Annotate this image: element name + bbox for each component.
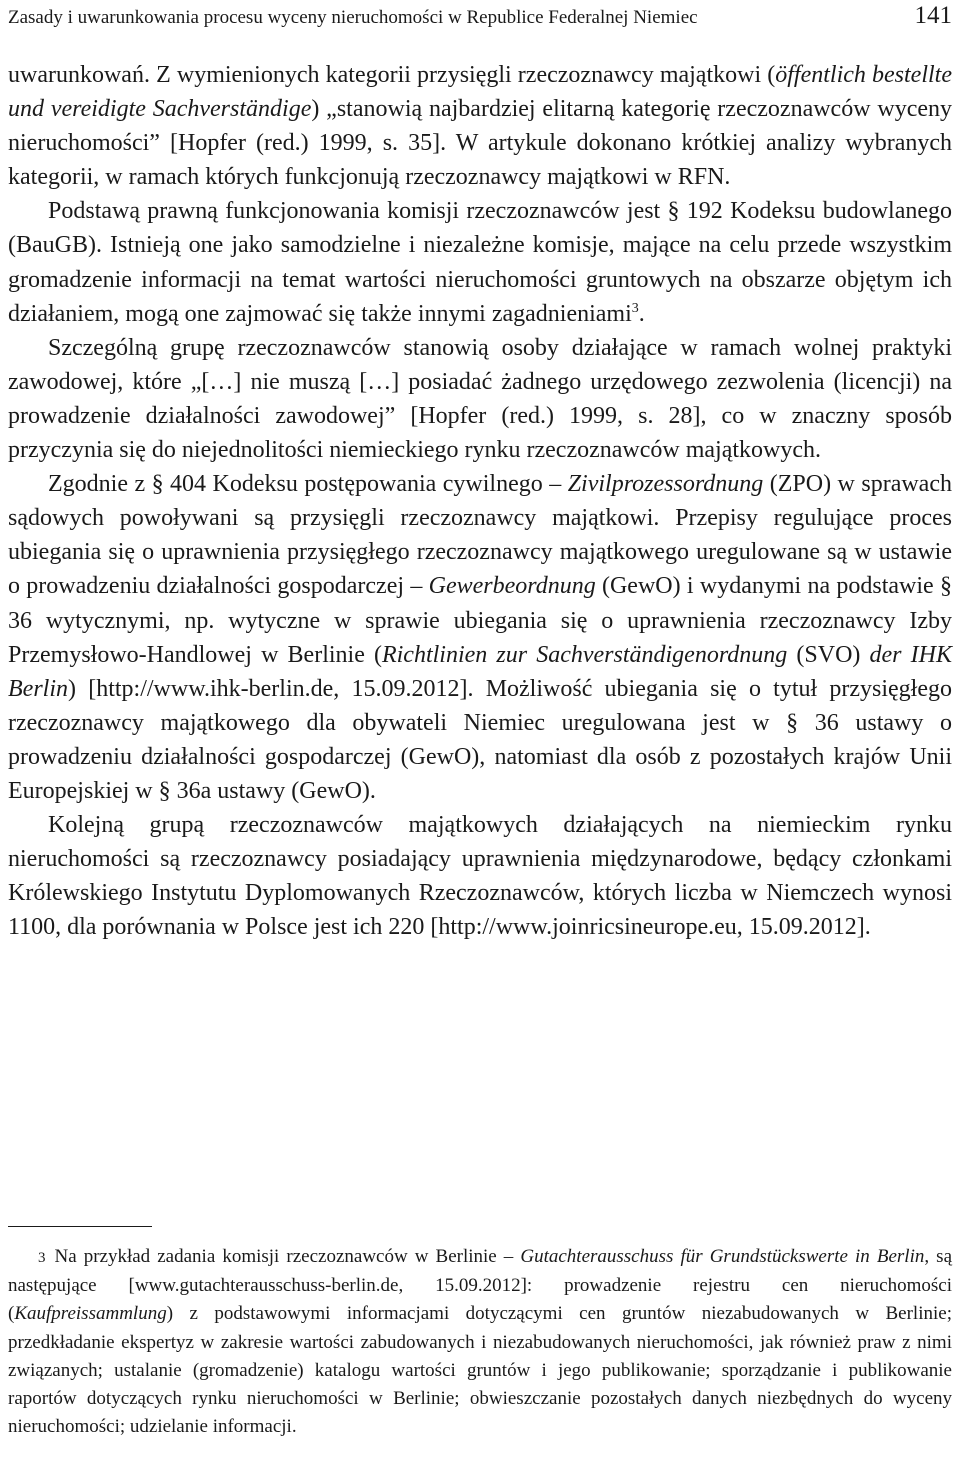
paragraph-1-text-c: ) „stanowią najbardziej elitarną kategorię rzeczoznawców wyceny nieruchomości” [Hopfer (red.) 1999, s. 35]. W artykule dokonano krótkiej analizy wybranych kategorii, w ramach których funkcjonują rzeczoznawcy majątkowi w RFN. (8, 96, 952, 191)
paragraph-4-text-a: Zgodnie z § 404 Kodeksu postępowania cywilnego – (48, 471, 568, 498)
paragraph-4 (8, 467, 952, 808)
paragraph-4-italic-ihk: der IHK Berlin (8, 641, 952, 702)
footnote-3 (8, 1243, 952, 1441)
paragraph-3 (8, 331, 952, 467)
paragraph-2-text-a: Podstawą prawną funkcjonowania komisji rzeczoznawców jest § 192 Kodeksu budowlanego (BauGB). Istnieją one jako samodzielne i niezależne komisje, mające na celu przede wszystkim gromadzenie informacji na temat wartości nieruchomości gruntowych na obszarze objętym ich działaniem, mogą one zajmować się także innymi zagadnieniami (8, 198, 952, 327)
paragraph-4-text-i: ) [http://www.ihk-berlin.de, 15.09.2012]. Możliwość ubiegania się o tytuł przysięgłego rzeczoznawcy majątkowego dla obywateli Niemiec uregulowana jest w § 36 ustawy o prowadzeniu działalności gospodarczej (GewO), natomiast dla osób z pozostałych krajów Unii Europejskiej w § 36a ustawy (GewO). (8, 675, 952, 804)
paragraph-5-text: Kolejną grupą rzeczoznawców majątkowych działających na niemieckim rynku nieruchomości są rzeczoznawcy posiadający uprawnienia międzynarodowe, będący członkami Królewskiego Instytutu Dyplomowanych Rzeczoznawców, których liczba w Niemczech wynosi 1100, dla porównania w Polsce jest ich 220 [http://www.joinricsineurope.eu, 15.09.2012]. (8, 812, 952, 941)
paragraph-4-text-c: (ZPO) w sprawach sądowych powoływani są przysięgli rzeczoznawcy majątkowi. Przepisy regulujące proces ubiegania się o uprawnienia przysięgłego rzeczoznawcy majątkowego uregulowane są w ustawie o prowadzeniu działalności gospodarczej – (8, 471, 952, 600)
paragraph-4-text-g: (SVO) (787, 641, 870, 668)
paragraph-5 (8, 808, 952, 944)
running-header (8, 2, 952, 34)
paragraph-3-text: Szczególną grupę rzeczoznawców stanowią osoby działające w ramach wolnej praktyki zawodowej, które „[…] nie muszą […] posiadać żadnego urzędowego zezwolenia (licencji) na prowadzenie działalności zawodowej” [Hopfer (red.) 1999, s. 28], co w znaczny sposób przyczynia się do niejednolitości niemieckiego rynku rzeczoznawców majątkowych. (8, 334, 952, 464)
footnote-separator (8, 1226, 152, 1227)
paragraph-1-italic-term: öffentlich bestellte und vereidigte Sachverständige (8, 62, 952, 123)
footnote-mark: 3 (38, 1250, 46, 1266)
paragraph-1-text-a: uwarunkowań. Z wymienionych kategorii przysięgli rzeczoznawcy majątkowi ( (8, 62, 776, 88)
paragraph-4-text-e: (GewO) i wydanymi na podstawie § 36 wytycznymi, np. wytyczne w sprawie ubiegania się o uprawnienia rzeczoznawcy Izby Przemysłowo-Handlowej w Berlinie ( (8, 573, 952, 668)
paragraph-1 (8, 58, 952, 194)
paragraph-2-text-b: . (638, 300, 645, 327)
page-number: 141 (914, 2, 952, 29)
paragraph-4-italic-gewo: Gewerbeordnung (428, 573, 596, 600)
footnote-italic-kaufpreis: Kaufpreissammlung (14, 1303, 167, 1325)
running-title: Zasady i uwarunkowania procesu wyceny nieruchomości w Republice Federalnej Niemiec (8, 7, 698, 28)
footnote-text-c: , są następujące [www.gutachterausschuss-berlin.de, 15.09.2012]: prowadzenie rejestru cen nieruchomości ( (8, 1246, 952, 1325)
footnote-reference[interactable]: 3 (631, 300, 639, 316)
footnote-text-e: ) z podstawowymi informacjami dotyczącymi cen gruntów niezabudowanych w Berlinie; przedkładanie ekspertyz w zakresie wartości zabudowanych i niezabudowanych nieruchomości, jak również praw z nimi związanych; ustalanie (gromadzenie) katalogu wartości gruntów i jego publikowanie; sporządzanie i publikowanie raportów dotyczących rynku nieruchomości w Berlinie; obwieszczanie pozostałych danych niezbędnych do wyceny nieruchomości; udzielanie informacji. (8, 1303, 952, 1438)
paragraph-4-italic-zpo: Zivilprozessordnung (567, 471, 764, 498)
footnote-italic-gutachter: Gutachterausschuss für Grundstückswerte in Berlin (520, 1246, 925, 1267)
paragraph-2 (8, 194, 952, 330)
footnote-text-a: Na przykład zadania komisji rzeczoznawców w Berlinie – (54, 1246, 521, 1267)
footnote-paragraph (8, 1243, 952, 1441)
body-text (8, 58, 952, 944)
paragraph-4-italic-svo: Richtlinien zur Sachverständigenordnung (381, 641, 788, 668)
